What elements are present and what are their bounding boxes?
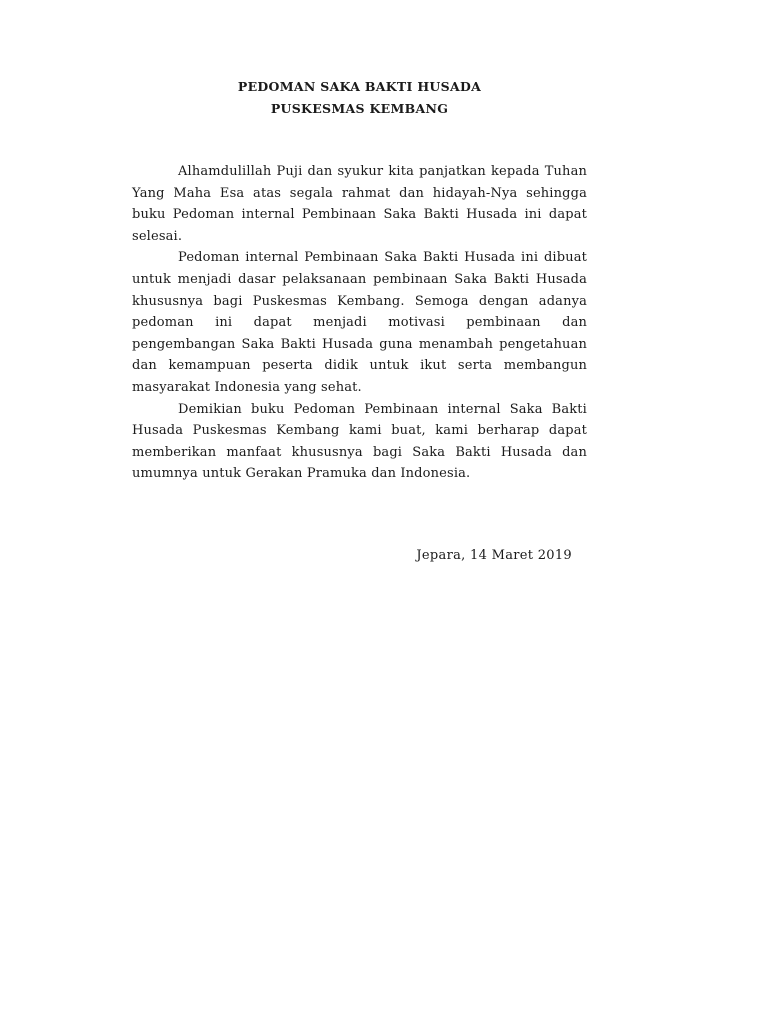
paragraph-3: Demikian buku Pedoman Pembinaan internal Saka Bakti Husada Puskesmas Kembang kami buat, kami berharap dapat memberikan manfaat khususnya bagi Saka Bakti Husada dan umumnya untuk Gerakan Pramuka dan Indonesia. [132, 401, 587, 482]
paragraph-1: Alhamdulillah Puji dan syukur kita panjatkan kepada Tuhan Yang Maha Esa atas segala rahmat dan hidayah-Nya sehingga buku Pedoman internal Pembinaan Saka Bakti Husada ini dapat selesai. [132, 164, 587, 244]
document-title [132, 76, 587, 120]
title-line-1: PEDOMAN SAKA BAKTI HUSADA [237, 79, 482, 94]
document-body [132, 161, 587, 485]
title-line-2: PUSKESMAS KEMBANG [270, 101, 449, 116]
paragraph-2: Pedoman internal Pembinaan Saka Bakti Husada ini dibuat untuk menjadi dasar pelaksanaan pembinaan Saka Bakti Husada khususnya bagi Puskesmas Kembang. Semoga dengan adanya pedoman ini dapat menjadi motivasi pembinaan dan pengembangan Saka Bakti Husada guna menambah pengetahuan dan kemampuan peserta didik untuk ikut serta membangun masyarakat Indonesia yang sehat. [132, 250, 587, 395]
place-date: Jepara, 14 Maret 2019 [416, 548, 572, 563]
